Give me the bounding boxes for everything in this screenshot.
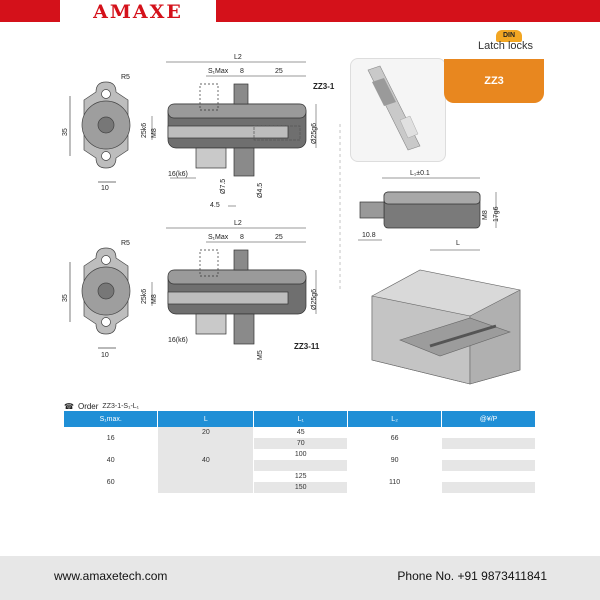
top-45-label: 4.5 <box>210 202 220 209</box>
order-line <box>64 402 139 411</box>
pin-side-view <box>358 178 496 250</box>
bottom-s1max-label: S₁Max <box>208 234 229 241</box>
cell-l1: 125 <box>254 471 348 482</box>
col-l2: L₂ <box>348 411 442 427</box>
order-code: ZZ3-1-S₁-L₁ <box>102 403 140 410</box>
top-height-label: 35 <box>62 128 69 136</box>
bottom-m5-label: M5 <box>257 350 264 360</box>
top-25k6-label: 25k6 <box>141 122 148 138</box>
cell-l1: 100 <box>254 449 348 460</box>
table-row <box>64 471 536 482</box>
bottom-25k6-label: 25k6 <box>141 288 148 304</box>
phone-number: Phone No. +91 9873411841 <box>397 569 547 583</box>
top-s1max-label: S₁Max <box>208 68 229 75</box>
pin-108-label: 10.8 <box>362 232 376 239</box>
top-model-label: ZZ3-1 <box>313 82 335 91</box>
top-8-label: 8 <box>240 68 244 75</box>
bottom-width-label: 10 <box>101 352 109 359</box>
cell-l <box>158 482 254 493</box>
top-front-view <box>70 82 130 182</box>
table-row <box>64 449 536 460</box>
bottom-l2-label: L2 <box>234 220 242 227</box>
pin-photo-illustration <box>368 66 420 150</box>
top-side-section <box>152 62 316 206</box>
website-link[interactable]: www.amaxetech.com <box>54 569 168 583</box>
pin-l1-label: L₁±0.1 <box>410 170 430 177</box>
cell-l1: 70 <box>254 438 348 449</box>
col-l: L <box>158 411 254 427</box>
bottom-25-label: 25 <box>275 234 283 241</box>
top-16k6-label: 16(k6) <box>168 171 188 178</box>
top-25-label: 25 <box>275 68 283 75</box>
top-width-label: 10 <box>101 185 109 192</box>
bottom-8-label: 8 <box>240 234 244 241</box>
mold-illustration <box>372 270 520 384</box>
bottom-r5-label: R5 <box>121 240 130 247</box>
col-s1max: S₁max. <box>64 411 158 427</box>
brand-logo-text: AMAXE <box>93 1 183 23</box>
bottom-model-label: ZZ3-11 <box>294 342 320 351</box>
cell-s1: 40 <box>64 449 158 471</box>
top-d45-label: Ø4.5 <box>257 182 264 198</box>
top-l2-label: L2 <box>234 54 242 61</box>
bottom-25g6-label: Ø25g6 <box>311 288 318 310</box>
cell-price <box>442 449 536 460</box>
din-badge: DIN <box>496 30 522 42</box>
pin-l-label: L <box>456 240 460 247</box>
cell-l: 40 <box>158 438 254 482</box>
cell-l1: 45 <box>254 427 348 438</box>
cell-l: 20 <box>158 427 254 438</box>
bottom-16k6-label: 16(k6) <box>168 337 188 344</box>
cell-s1: 60 <box>64 471 158 493</box>
col-price: @¥/P <box>442 411 536 427</box>
order-label: Order <box>77 402 99 411</box>
cell-l1 <box>254 460 348 471</box>
bottom-front-view <box>70 248 130 348</box>
category-title: Latch locks <box>478 40 534 52</box>
spec-table <box>64 411 536 493</box>
bottom-m8-label: M8 <box>151 294 158 304</box>
cell-l2: 66 <box>348 427 442 449</box>
pin-17g6-label: 17g6 <box>493 206 500 222</box>
bottom-side-section <box>152 228 316 344</box>
table-row <box>64 427 536 438</box>
cell-l2: 90 <box>348 449 442 471</box>
product-tag: ZZ3 <box>444 59 544 103</box>
cell-s1: 16 <box>64 427 158 449</box>
cell-price <box>442 438 536 449</box>
bottom-height-label: 35 <box>62 294 69 302</box>
cell-price <box>442 427 536 438</box>
cell-price <box>442 471 536 482</box>
pin-m8-label: M8 <box>482 210 489 220</box>
top-m8-label: M8 <box>151 128 158 138</box>
cell-price <box>442 460 536 471</box>
col-l1: L₁ <box>254 411 348 427</box>
top-r5-label: R5 <box>121 74 130 81</box>
cell-l1: 150 <box>254 482 348 493</box>
top-25g6-label: Ø25g6 <box>311 122 318 144</box>
table-header-row <box>64 411 536 427</box>
phone-icon: ☎ <box>64 402 74 411</box>
cell-l2: 110 <box>348 471 442 493</box>
top-d75-label: Ø7.5 <box>220 178 227 194</box>
cell-price <box>442 482 536 493</box>
